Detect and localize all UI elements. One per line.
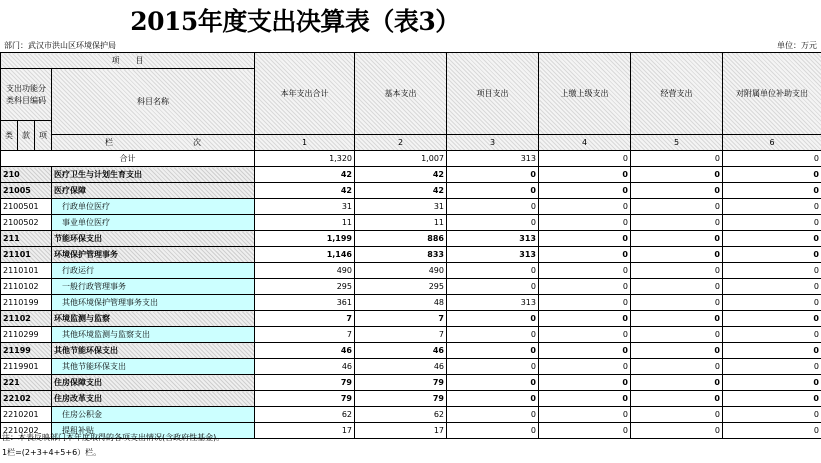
table-row: [1, 183, 821, 199]
header-col-4: 上缴上级支出: [539, 53, 631, 135]
row-value: 42: [355, 183, 447, 199]
unit-label: 单位：万元: [777, 41, 817, 50]
row-code: 211: [1, 231, 52, 247]
row-subject-name: 事业单位医疗: [52, 215, 255, 231]
row-value: 295: [355, 279, 447, 295]
row-value: 0: [447, 359, 539, 375]
row-value: 1,146: [255, 247, 355, 263]
department-label: 部门：武汉市洪山区环境保护局: [4, 41, 116, 50]
row-code: 2110102: [1, 279, 52, 295]
row-value: 42: [355, 167, 447, 183]
row-value: 0: [539, 311, 631, 327]
row-value: 0: [539, 327, 631, 343]
header-col-3: 项目支出: [447, 53, 539, 135]
row-value: 0: [631, 295, 723, 311]
col-number-5: 5: [631, 135, 723, 151]
row-code: 210: [1, 167, 52, 183]
row-code: 21005: [1, 183, 52, 199]
row-value: 11: [355, 215, 447, 231]
row-value: 0: [631, 327, 723, 343]
row-value: 0: [539, 407, 631, 423]
row-code: 221: [1, 375, 52, 391]
header-ci: 次: [193, 137, 201, 147]
row-value: 0: [631, 247, 723, 263]
row-code: 2210202: [1, 423, 52, 439]
table-row: [1, 359, 821, 375]
row-value: 0: [723, 295, 821, 311]
col-number-2: 2: [355, 135, 447, 151]
table-row: [1, 327, 821, 343]
row-code: 2110199: [1, 295, 52, 311]
col-number-6: 6: [723, 135, 821, 151]
row-code: 2100501: [1, 199, 52, 215]
row-value: 0: [631, 391, 723, 407]
header-lanci: [52, 135, 255, 151]
row-value: 886: [355, 231, 447, 247]
row-value: 0: [631, 359, 723, 375]
row-value: 7: [255, 311, 355, 327]
row-subject-name: 行政单位医疗: [52, 199, 255, 215]
row-subject-name: 其他节能环保支出: [52, 359, 255, 375]
row-subject-name: 其他节能环保支出: [52, 343, 255, 359]
row-value: 0: [447, 279, 539, 295]
row-value: 0: [631, 279, 723, 295]
row-value: 0: [539, 215, 631, 231]
row-value: 0: [447, 199, 539, 215]
row-value: 0: [723, 167, 821, 183]
row-code: 21199: [1, 343, 52, 359]
row-value: 0: [447, 407, 539, 423]
row-code: 21102: [1, 311, 52, 327]
row-value: 0: [539, 391, 631, 407]
table-row: [1, 343, 821, 359]
table-row: [1, 215, 821, 231]
row-subject-name: 提租补贴: [52, 423, 255, 439]
row-value: 46: [255, 359, 355, 375]
row-value: 0: [447, 343, 539, 359]
table-row: [1, 247, 821, 263]
row-value: 0: [539, 375, 631, 391]
row-code: 2100502: [1, 215, 52, 231]
row-value: 79: [355, 375, 447, 391]
row-value: 0: [723, 231, 821, 247]
row-value: 0: [539, 199, 631, 215]
row-code: 2110299: [1, 327, 52, 343]
total-value: 0: [631, 151, 723, 167]
row-value: 17: [255, 423, 355, 439]
row-value: 313: [447, 295, 539, 311]
row-value: 62: [355, 407, 447, 423]
total-value: 0: [723, 151, 821, 167]
row-subject-name: 医疗卫生与计划生育支出: [52, 167, 255, 183]
note-line-2: 1栏=(2+3+4+5+6）栏。: [2, 448, 102, 457]
row-value: 0: [631, 407, 723, 423]
total-value: 1,320: [255, 151, 355, 167]
row-value: 1,199: [255, 231, 355, 247]
row-code: 2210201: [1, 407, 52, 423]
row-value: 0: [447, 263, 539, 279]
row-subject-name: 一般行政管理事务: [52, 279, 255, 295]
row-value: 0: [631, 311, 723, 327]
row-value: 7: [255, 327, 355, 343]
row-subject-name: 环境监测与监察: [52, 311, 255, 327]
row-value: 0: [447, 215, 539, 231]
row-subject-name: 节能环保支出: [52, 231, 255, 247]
total-label: 合计: [1, 151, 255, 167]
header-col-2: 基本支出: [355, 53, 447, 135]
total-value: 1,007: [355, 151, 447, 167]
table-row: [1, 279, 821, 295]
row-value: 0: [723, 199, 821, 215]
row-subject-name: 其他环境监测与监察支出: [52, 327, 255, 343]
row-value: 79: [255, 391, 355, 407]
row-value: 0: [631, 167, 723, 183]
row-value: 0: [447, 327, 539, 343]
row-value: 490: [355, 263, 447, 279]
header-col-5: 经营支出: [631, 53, 723, 135]
row-value: 0: [723, 215, 821, 231]
row-code: 2110101: [1, 263, 52, 279]
row-value: 0: [723, 391, 821, 407]
row-value: 62: [255, 407, 355, 423]
total-value: 313: [447, 151, 539, 167]
table-row: [1, 391, 821, 407]
row-subject-name: 环境保护管理事务: [52, 247, 255, 263]
row-value: 31: [255, 199, 355, 215]
row-value: 0: [723, 247, 821, 263]
row-value: 0: [631, 231, 723, 247]
row-value: 0: [447, 375, 539, 391]
col-number-3: 3: [447, 135, 539, 151]
row-value: 0: [631, 263, 723, 279]
row-value: 0: [723, 311, 821, 327]
row-value: 46: [355, 343, 447, 359]
row-subject-name: 其他环境保护管理事务支出: [52, 295, 255, 311]
header-func-code: 支出功能分类科目编码: [1, 69, 52, 121]
row-value: 0: [539, 343, 631, 359]
row-value: 0: [723, 343, 821, 359]
header-project: 项 目: [1, 53, 255, 69]
row-value: 0: [723, 279, 821, 295]
row-value: 833: [355, 247, 447, 263]
row-value: 0: [539, 279, 631, 295]
table-row: [1, 167, 821, 183]
header-lan: 栏: [105, 137, 113, 147]
row-value: 31: [355, 199, 447, 215]
header-kuan: 款: [18, 121, 35, 151]
note-line-1: 注：本表反映部门本年度取得的各项支出情况(含政府性基金)。: [2, 433, 225, 442]
row-value: 0: [631, 343, 723, 359]
row-code: 21101: [1, 247, 52, 263]
table-row: [1, 295, 821, 311]
row-value: 0: [723, 359, 821, 375]
expenditure-table: [0, 52, 821, 439]
row-subject-name: 行政运行: [52, 263, 255, 279]
row-value: 0: [723, 423, 821, 439]
row-value: 0: [447, 311, 539, 327]
row-value: 295: [255, 279, 355, 295]
col-number-4: 4: [539, 135, 631, 151]
row-value: 0: [447, 423, 539, 439]
row-value: 0: [447, 167, 539, 183]
row-value: 0: [631, 199, 723, 215]
row-value: 0: [631, 183, 723, 199]
row-value: 0: [447, 183, 539, 199]
row-value: 11: [255, 215, 355, 231]
header-xiang: 项: [35, 121, 52, 151]
row-value: 0: [539, 263, 631, 279]
row-value: 0: [723, 327, 821, 343]
row-subject-name: 住房改革支出: [52, 391, 255, 407]
table-row: [1, 407, 821, 423]
row-value: 7: [355, 311, 447, 327]
row-value: 79: [255, 375, 355, 391]
row-value: 46: [255, 343, 355, 359]
report-title: 2015年度支出决算表（表3）: [130, 7, 460, 36]
row-value: 42: [255, 167, 355, 183]
row-value: 0: [539, 247, 631, 263]
row-value: 0: [539, 167, 631, 183]
header-col-6: 对附属单位补助支出: [723, 53, 821, 135]
row-subject-name: 住房保障支出: [52, 375, 255, 391]
total-row: [1, 151, 821, 167]
row-subject-name: 住房公积金: [52, 407, 255, 423]
table-row: [1, 375, 821, 391]
row-value: 0: [539, 231, 631, 247]
row-value: 361: [255, 295, 355, 311]
header-subject-name: 科目名称: [52, 69, 255, 135]
row-value: 0: [723, 375, 821, 391]
row-value: 490: [255, 263, 355, 279]
row-value: 0: [723, 183, 821, 199]
row-code: 2119901: [1, 359, 52, 375]
row-value: 313: [447, 231, 539, 247]
row-subject-name: 医疗保障: [52, 183, 255, 199]
table-row: [1, 199, 821, 215]
row-value: 79: [355, 391, 447, 407]
row-value: 0: [723, 263, 821, 279]
row-value: 0: [723, 407, 821, 423]
row-value: 0: [539, 183, 631, 199]
row-value: 0: [631, 423, 723, 439]
header-col-1: 本年支出合计: [255, 53, 355, 135]
row-value: 46: [355, 359, 447, 375]
row-value: 0: [539, 295, 631, 311]
table-row: [1, 263, 821, 279]
row-value: 0: [539, 359, 631, 375]
row-value: 7: [355, 327, 447, 343]
row-value: 0: [631, 375, 723, 391]
col-number-1: 1: [255, 135, 355, 151]
row-value: 313: [447, 247, 539, 263]
table-row: [1, 231, 821, 247]
row-value: 0: [539, 423, 631, 439]
row-code: 22102: [1, 391, 52, 407]
row-value: 0: [447, 391, 539, 407]
header-lei: 类: [1, 121, 18, 151]
total-value: 0: [539, 151, 631, 167]
row-value: 0: [631, 215, 723, 231]
table-row: [1, 311, 821, 327]
row-value: 42: [255, 183, 355, 199]
row-value: 17: [355, 423, 447, 439]
row-value: 48: [355, 295, 447, 311]
